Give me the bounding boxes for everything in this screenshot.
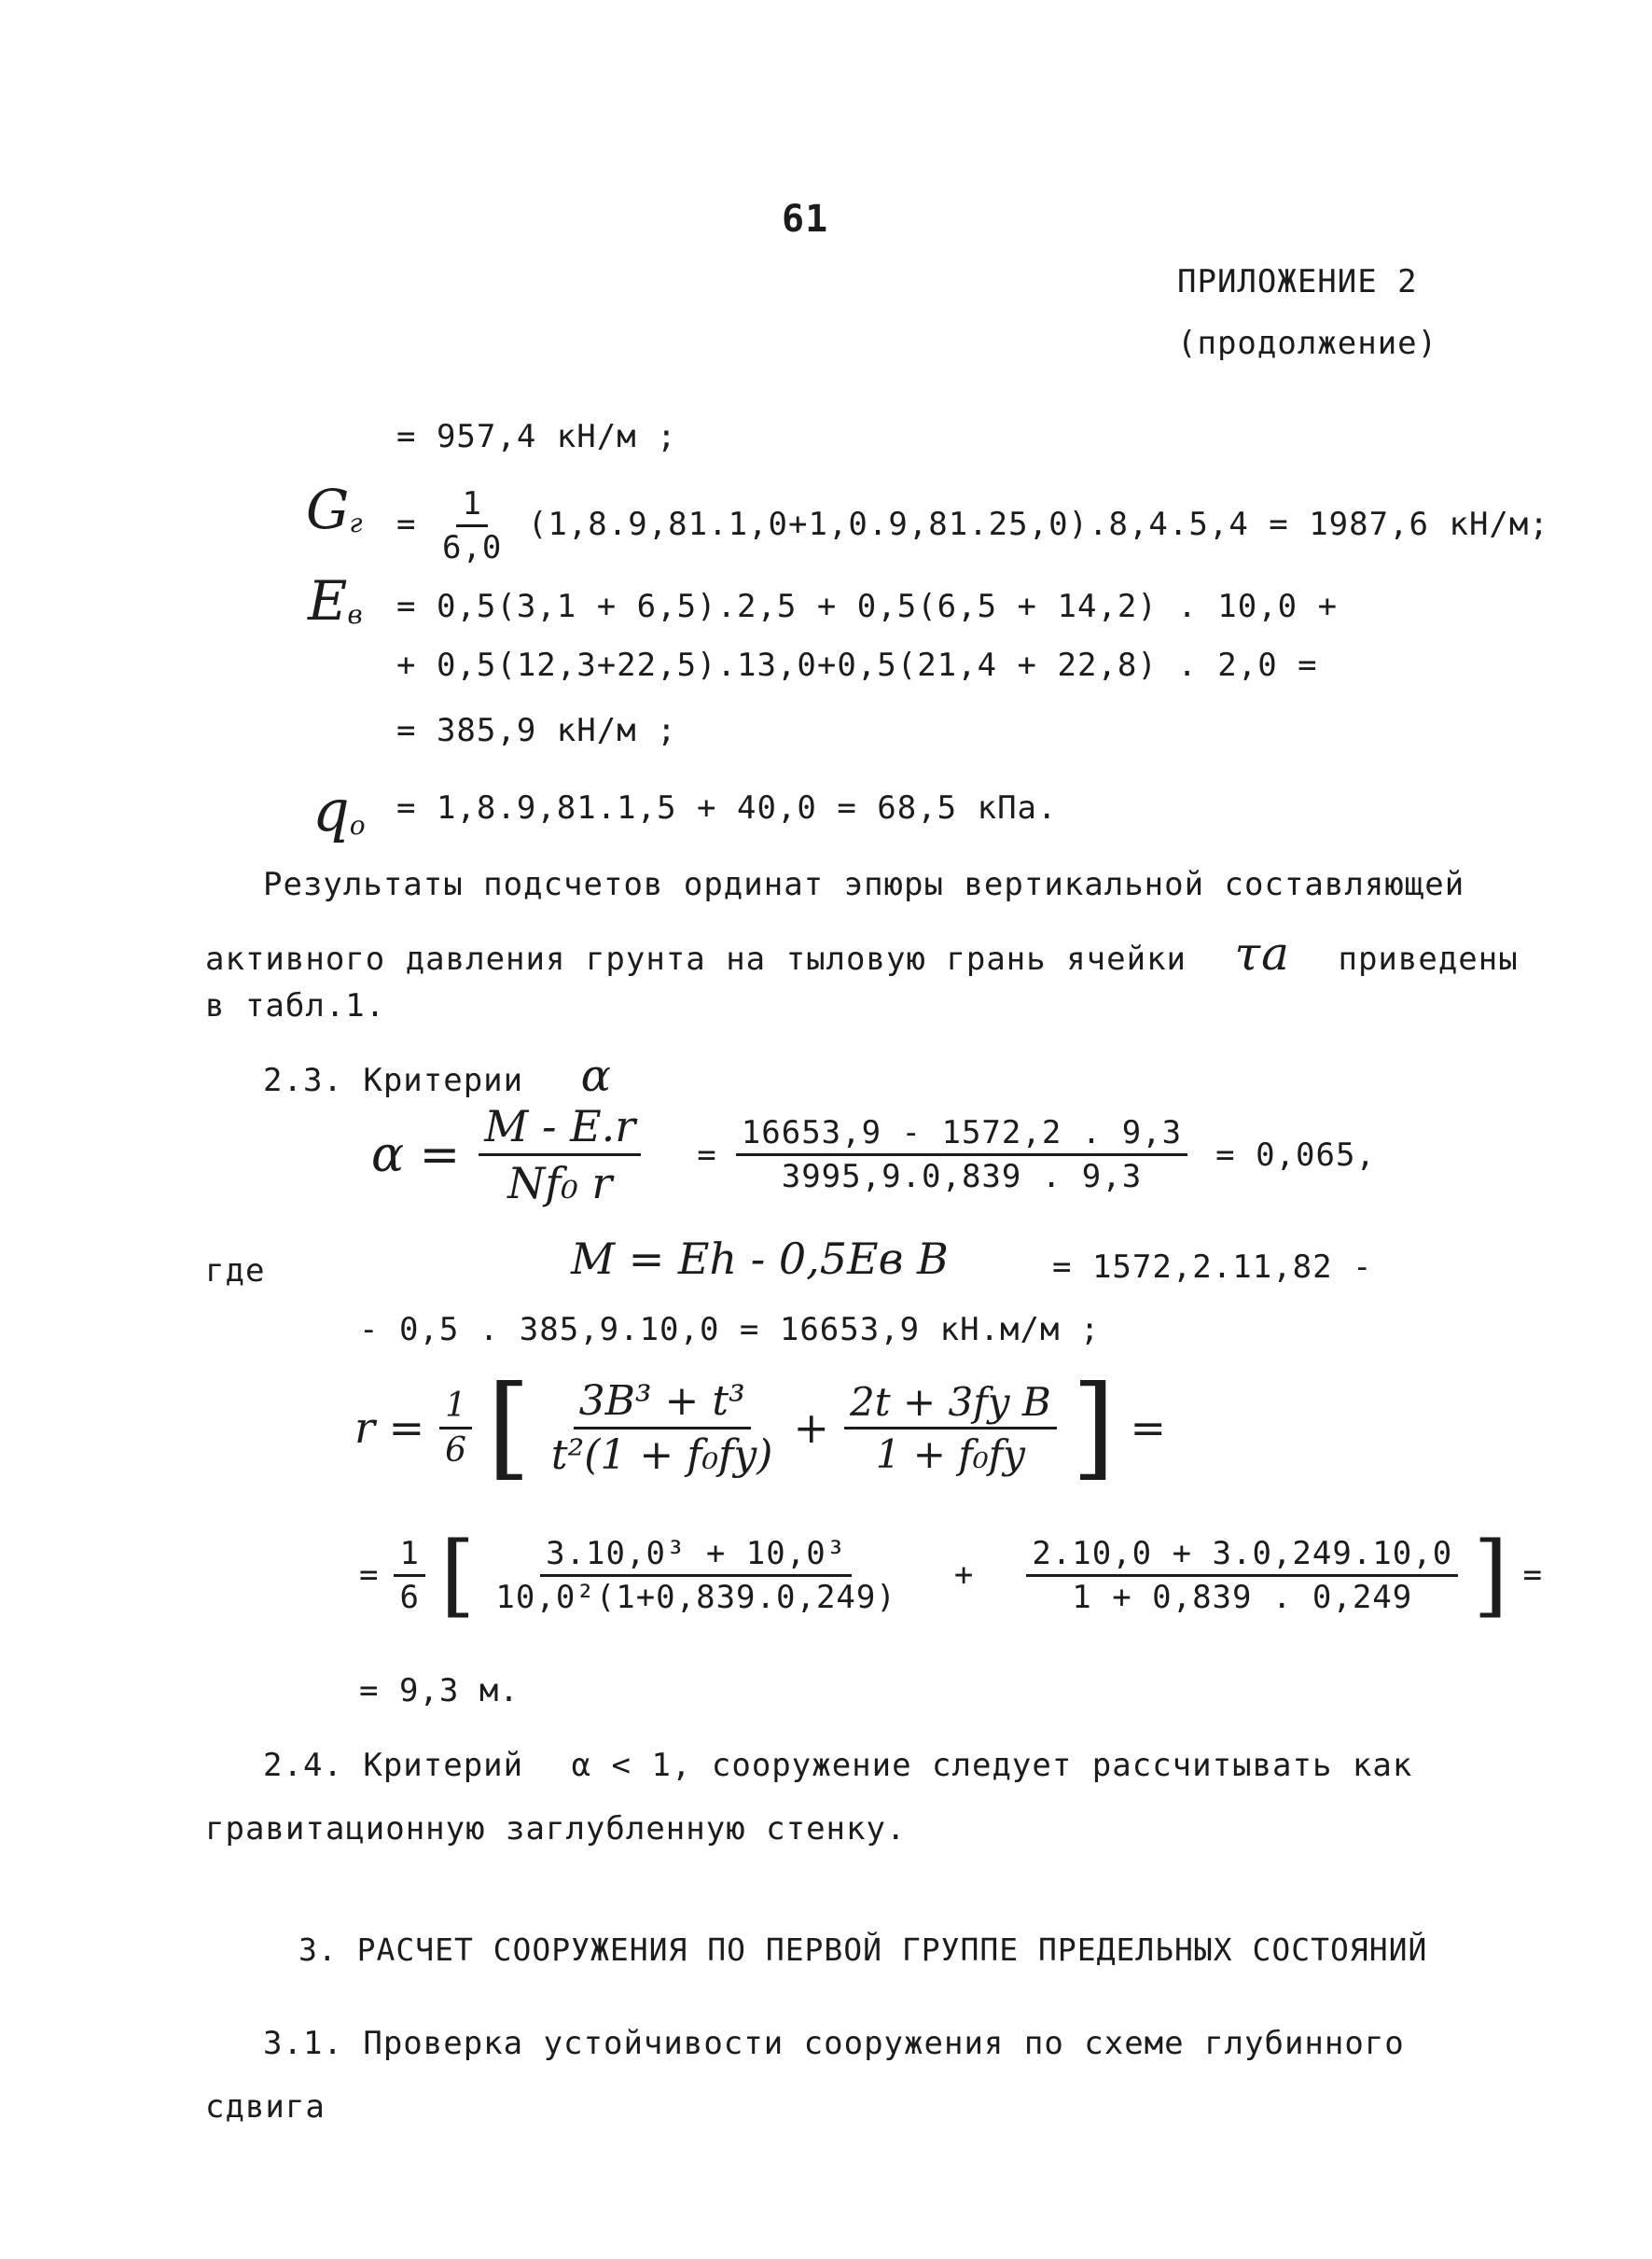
m-expression: M = Eh - 0,5Eв B: [571, 1234, 949, 1284]
section-2-4-line-2: гравитационную заглубленную стенку.: [205, 1810, 907, 1848]
formula-g: = $\frac{1}{6,0}$ (1,8.9,81.1,0+1,0.9,81.25,0).8,4.5,4 = 1987,6 кН/м;: [396, 485, 1549, 566]
g-symbol: $G_г$: [306, 478, 363, 541]
section-2-3: 2.3. Критерии α: [263, 1050, 613, 1102]
m-value: = 1572,2.11,82 -: [1052, 1248, 1373, 1286]
left-bracket: [: [487, 1362, 531, 1492]
right-bracket: ]: [1071, 1362, 1116, 1492]
formula-line-1: = 957,4 кН/м ;: [396, 418, 677, 455]
appendix-subtitle: (продолжение): [1177, 325, 1438, 362]
r-symbolic-equation: r = $\frac{1}{6}$ [ $\frac{\text{3B³ + t³}}{\text{t²(1 + f₀fy)}}$ + $\frac{\text{2t + 3fy B}}{\text{1 + f₀fy}}$ ] =: [354, 1362, 1167, 1492]
where-label: где: [205, 1252, 266, 1290]
m-line-2: - 0,5 . 385,9.10,0 = 16653,9 кН.м/м ;: [359, 1311, 1101, 1348]
q-symbol: $q_o$: [312, 776, 366, 844]
para-line-3: в табл.1.: [205, 987, 386, 1025]
alpha-equation: α = $\frac{M - E.r}{\text{Nf₀ r}}$ = $\frac{16653,9 - 1572,2 . 9,3}{3995,9.0,839 . 9,3}$ = 0,065,: [371, 1101, 1376, 1208]
para-line-1: Результаты подсчетов ординат эпюры вертикальной составляющей: [263, 866, 1465, 903]
tau-symbol: τa: [1234, 927, 1290, 981]
formula-q: = 1,8.9,81.1,5 + 40,0 = 68,5 кПа.: [396, 789, 1058, 827]
r-result: = 9,3 м.: [359, 1672, 520, 1709]
para-line-2: активного давления грунта на тыловую грань ячейки τa приведены: [205, 927, 1519, 981]
section-3-1-line-1: 3.1. Проверка устойчивости сооружения по схеме глубинного: [263, 2025, 1405, 2062]
right-bracket-num: ]: [1473, 1523, 1508, 1627]
appendix-title: ПРИЛОЖЕНИЕ 2: [1177, 263, 1418, 300]
section-3-heading: 3. РАСЧЕТ СООРУЖЕНИЯ ПО ПЕРВОЙ ГРУППЕ ПРЕДЕЛЬНЫХ СОСТОЯНИЙ: [298, 1931, 1428, 1968]
formula-e-line-2: + 0,5(12,3+22,5).13,0+0,5(21,4 + 22,8) . 2,0 =: [396, 647, 1318, 684]
formula-e-line-1: = 0,5(3,1 + 6,5).2,5 + 0,5(6,5 + 14,2) . 10,0 +: [396, 588, 1339, 625]
left-bracket-num: [: [439, 1523, 476, 1627]
r-numeric-equation: = $\frac{1}{6}$ [ $\frac{\text{3.10,0³ + 10,0³}}{\text{10,0²(1+0,839.0,249)}}$ + $\frac{2.10,0 + 3.0,249.10,0}{1 + 0,839 . 0,249}$ ] =: [359, 1523, 1544, 1627]
section-2-4-line-1: 2.4. Критерий α < 1, сооружение следует рассчитывать как: [263, 1747, 1413, 1784]
section-3-1-line-2: сдвига: [205, 2088, 326, 2126]
formula-e-line-3: = 385,9 кН/м ;: [396, 712, 677, 749]
e-symbol: $E_в$: [308, 569, 363, 633]
fraction-1-6: $\frac{1}{6,0}$: [441, 485, 503, 566]
page-number: 61: [782, 198, 829, 241]
